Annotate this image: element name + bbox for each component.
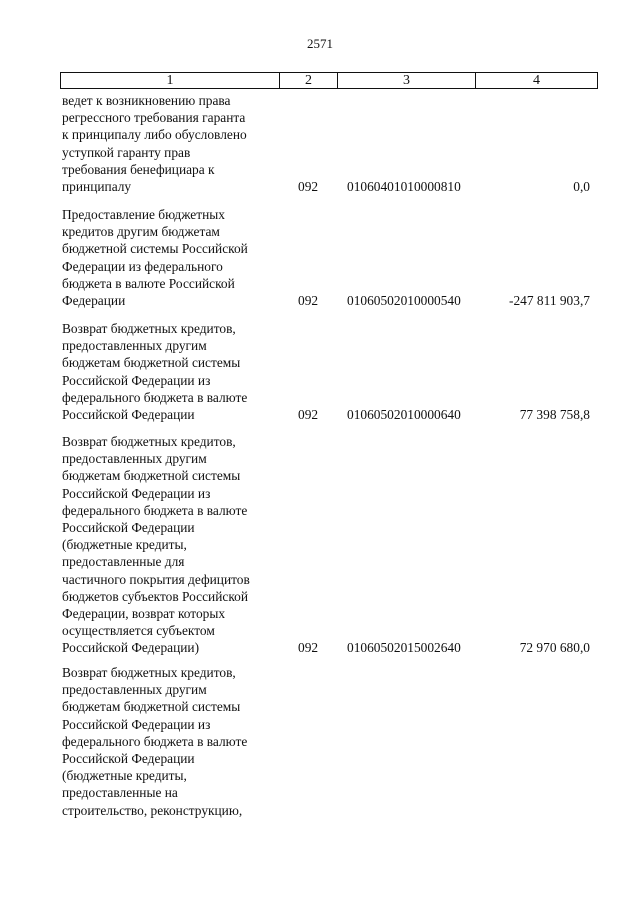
description-line: Федерации <box>62 293 126 309</box>
column-header-3: 3 <box>338 73 476 88</box>
row-description <box>62 206 274 309</box>
description-line: принципалу <box>62 179 132 195</box>
amount-value: 72 970 680,0 <box>519 640 590 655</box>
amount-value: -247 811 903,7 <box>509 293 590 308</box>
description-line: бюджетной системы Российской <box>62 241 248 257</box>
description-line: осуществляется субъектом <box>62 623 215 639</box>
description-line: федерального бюджета в валюте <box>62 389 248 405</box>
budget-classification-code: 01060502010000540 <box>347 293 461 308</box>
description-line: кредитов другим бюджетам <box>62 224 220 240</box>
column-header-4: 4 <box>533 73 540 88</box>
description-line: строительство, реконструкцию, <box>62 802 243 818</box>
column-header-2: 2 <box>280 73 338 88</box>
amount-value: 0,0 <box>573 179 590 194</box>
description-line: бюджетов субъектов Российской <box>62 588 249 604</box>
admin-code: 092 <box>298 640 319 655</box>
row-description <box>62 92 274 195</box>
row-description <box>62 433 274 657</box>
description-line: Возврат бюджетных кредитов, <box>62 434 236 449</box>
budget-classification-code: 01060502010000640 <box>347 407 461 422</box>
description-line: федерального бюджета в валюте <box>62 733 248 749</box>
row-description <box>62 320 274 423</box>
row-description <box>62 664 274 819</box>
description-line: регрессного требования гаранта <box>62 110 246 126</box>
description-line: ведет к возникновению права <box>62 93 231 108</box>
description-line: предоставленные для <box>62 554 185 570</box>
description-line: Предоставление бюджетных <box>62 207 225 222</box>
description-line: Федерации из федерального <box>62 258 223 274</box>
description-line: Федерации, возврат которых <box>62 606 226 622</box>
description-line: предоставленных другим <box>62 682 207 698</box>
admin-code: 092 <box>298 179 319 194</box>
budget-classification-code: 01060401010000810 <box>347 179 461 194</box>
admin-code: 092 <box>298 293 319 308</box>
page-number: 2571 <box>307 36 333 51</box>
description-line: к принципалу либо обусловлено <box>62 127 247 143</box>
description-line: Российской Федерации <box>62 407 195 423</box>
description-line: Российской Федерации из <box>62 716 211 732</box>
description-line: уступкой гаранту прав <box>62 144 191 160</box>
table-header <box>60 72 598 89</box>
description-line: федерального бюджета в валюте <box>62 502 248 518</box>
description-line: предоставленных другим <box>62 338 207 354</box>
description-line: (бюджетные кредиты, <box>62 537 187 553</box>
description-line: предоставленных другим <box>62 451 207 467</box>
budget-classification-code: 01060502015002640 <box>347 640 461 655</box>
description-line: бюджетам бюджетной системы <box>62 355 241 371</box>
description-line: требования бенефициара к <box>62 161 215 177</box>
description-line: Российской Федерации из <box>62 485 211 501</box>
description-line: предоставленные на <box>62 785 178 801</box>
description-line: (бюджетные кредиты, <box>62 768 187 784</box>
description-line: Российской Федерации <box>62 520 195 536</box>
description-line: частичного покрытия дефицитов <box>62 571 250 587</box>
description-line: бюджетам бюджетной системы <box>62 699 241 715</box>
description-line: Возврат бюджетных кредитов, <box>62 665 236 680</box>
column-header-1: 1 <box>61 73 280 88</box>
description-line: Российской Федерации <box>62 751 195 767</box>
amount-value: 77 398 758,8 <box>519 407 590 422</box>
description-line: Возврат бюджетных кредитов, <box>62 321 236 336</box>
description-line: бюджетам бюджетной системы <box>62 468 241 484</box>
description-line: Российской Федерации) <box>62 640 200 656</box>
admin-code: 092 <box>298 407 319 422</box>
description-line: бюджета в валюте Российской <box>62 275 235 291</box>
description-line: Российской Федерации из <box>62 372 211 388</box>
